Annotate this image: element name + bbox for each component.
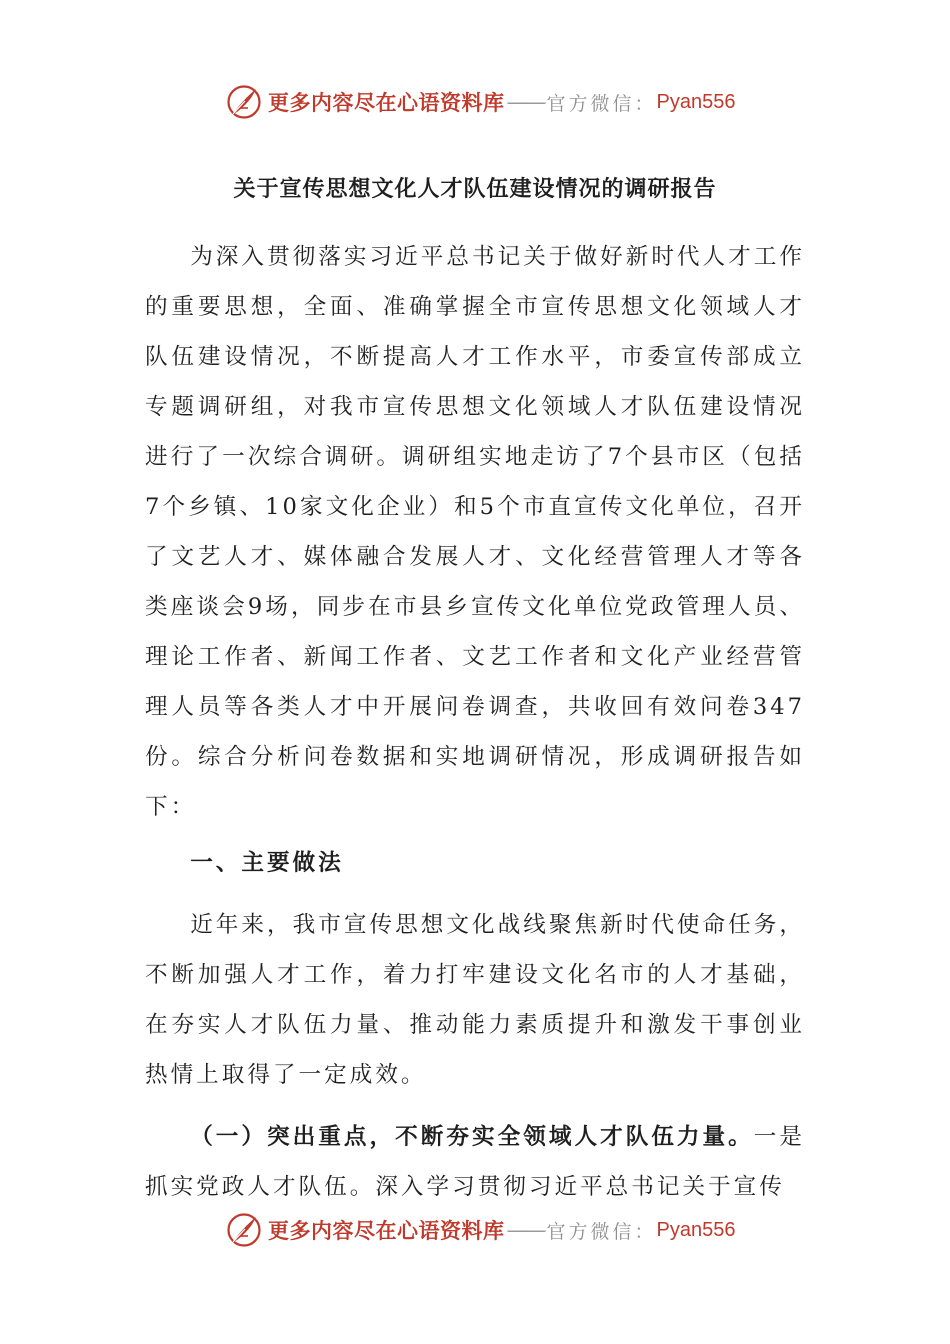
- banner-wechat-id: Pyan556: [656, 1218, 736, 1241]
- banner-brand: 更多内容尽在心语资料库: [268, 90, 505, 115]
- banner-wechat-id: Pyan556: [656, 90, 736, 113]
- header-banner: [226, 82, 735, 122]
- banner-wechat-label: 官方微信：: [546, 1220, 657, 1243]
- banner-dash: ——: [506, 1218, 545, 1242]
- section-heading: 一、主要做法: [190, 850, 344, 876]
- document-title: 关于宣传思想文化人才队伍建设情况的调研报告: [233, 177, 717, 202]
- subsection-text: 一是抓实党政人才队伍。深入学习贯彻习近平总书记关于宣传: [145, 1124, 806, 1200]
- subsection-paragraph: [145, 1112, 805, 1212]
- intro-paragraph: 为深入贯彻落实习近平总书记关于做好新时代人才工作的重要思想，全面、准确掌握全市宣传思想文化领域人才队伍建设情况，不断提高人才工作水平，市委宣传部成立专题调研组，对我市宣传思想文化领域人才队伍建设情况进行了一次综合调研。调研组实地走访了7个县市区（包括7个乡镇、10家文化企业）和5个市直宣传文化单位，召开了文艺人才、媒体融合发展人才、文化经营管理人才等各类座谈会9场，同步在市县乡宣传文化单位党政管理人员、理论工作者、新闻工作者、文艺工作者和文化产业经营管理人员等各类人才中开展问卷调查，共收回有效问卷347份。综合分析问卷数据和实地调研情况，形成调研报告如下：: [145, 244, 805, 820]
- footer-banner: [226, 1210, 735, 1250]
- document-body: [145, 232, 805, 1212]
- overview-paragraph: 近年来，我市宣传思想文化战线聚焦新时代使命任务，不断加强人才工作，着力打牢建设文化名市的人才基础，在夯实人才队伍力量、推动能力素质提升和激发干事创业热情上取得了一定成效。: [145, 912, 805, 1088]
- subsection-heading: （一）突出重点，不断夯实全领域人才队伍力量。: [190, 1124, 754, 1150]
- quill-pen-logo-icon: [226, 1212, 262, 1248]
- quill-pen-logo-icon: [226, 84, 262, 120]
- banner-dash: ——: [506, 90, 545, 114]
- banner-wechat-label: 官方微信：: [546, 92, 657, 115]
- banner-brand: 更多内容尽在心语资料库: [268, 1218, 505, 1243]
